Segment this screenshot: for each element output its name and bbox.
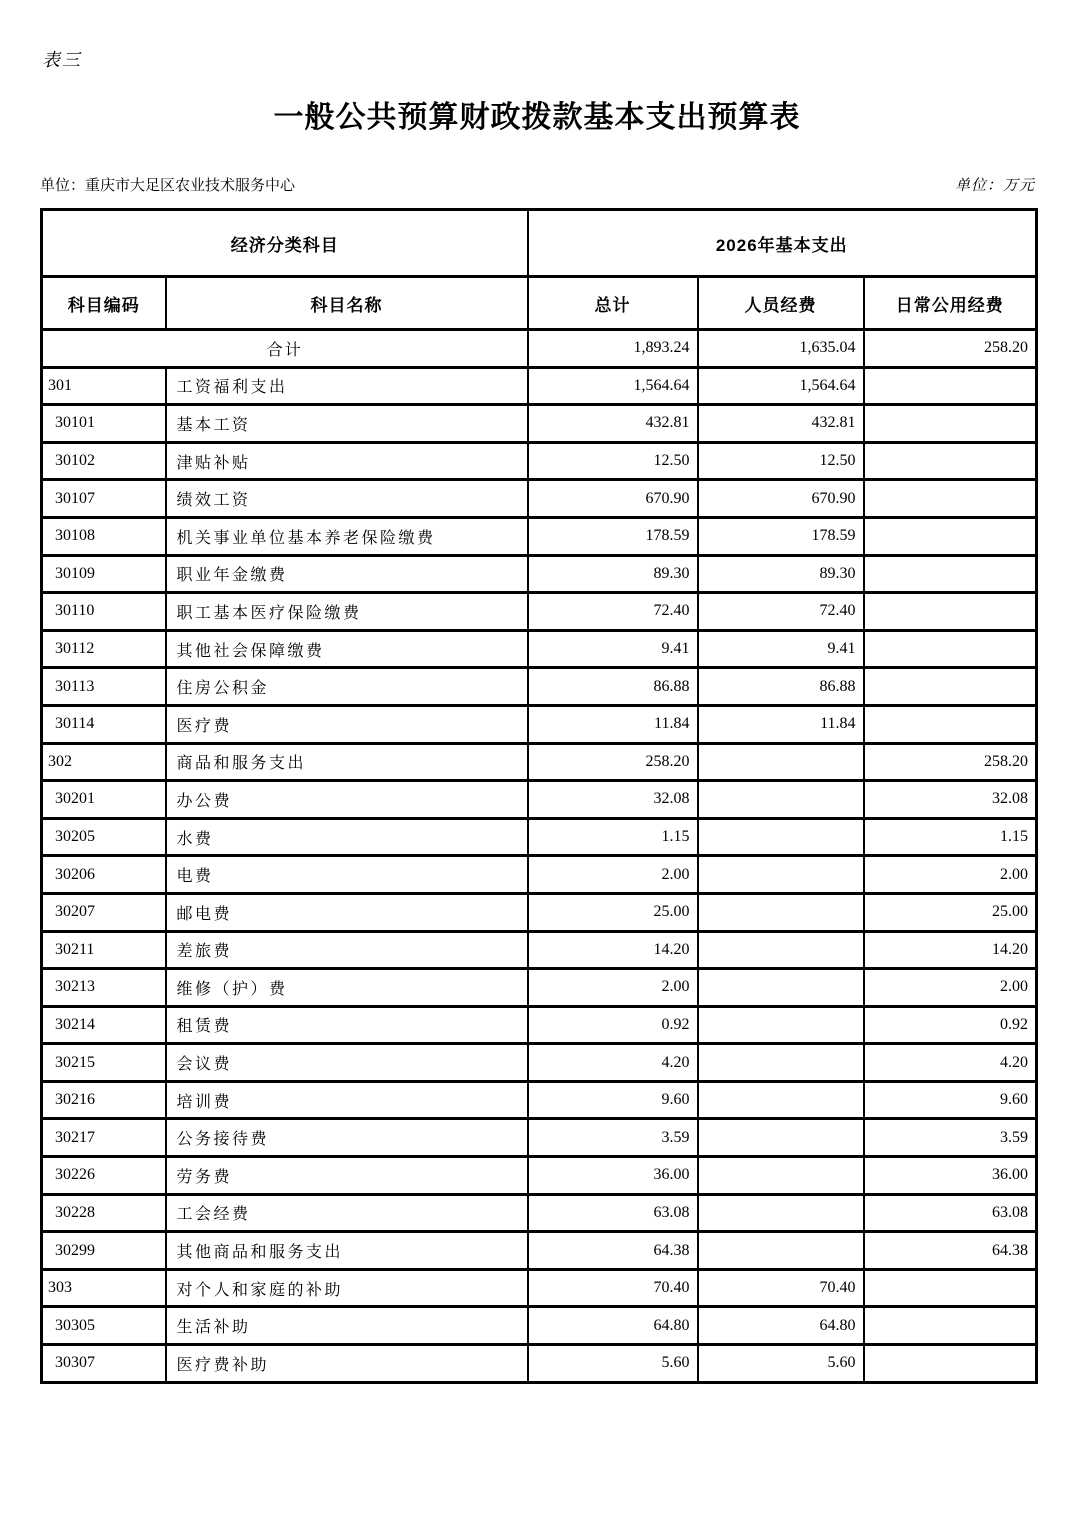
table-row: [42, 931, 1037, 969]
table-row: [42, 781, 1037, 819]
personnel-cell: 89.30: [698, 555, 864, 593]
table-row: [42, 893, 1037, 931]
subject-name-cell: 维修（护）费: [166, 969, 528, 1007]
total-cell: 432.81: [528, 405, 698, 443]
personnel-cell: 72.40: [698, 593, 864, 631]
daily-cell: 3.59: [864, 1119, 1037, 1157]
personnel-cell: [698, 818, 864, 856]
table-row: [42, 856, 1037, 894]
personnel-cell: [698, 969, 864, 1007]
total-cell: 2.00: [528, 969, 698, 1007]
daily-cell: [864, 705, 1037, 743]
daily-cell: [864, 405, 1037, 443]
subject-code-cell: 30110: [42, 593, 166, 631]
personnel-cell: [698, 743, 864, 781]
subject-name-cell: 其他社会保障缴费: [166, 630, 528, 668]
daily-cell: [864, 442, 1037, 480]
personnel-cell: [698, 1081, 864, 1119]
daily-cell: 1.15: [864, 818, 1037, 856]
daily-cell: [864, 1345, 1037, 1383]
total-cell: 178.59: [528, 517, 698, 555]
personnel-cell: [698, 1157, 864, 1195]
daily-cell: 0.92: [864, 1006, 1037, 1044]
total-cell: 3.59: [528, 1119, 698, 1157]
subject-code-cell: 30206: [42, 856, 166, 894]
daily-cell: [864, 668, 1037, 706]
subject-name-cell: 水费: [166, 818, 528, 856]
subject-code-cell: 30205: [42, 818, 166, 856]
table-row: [42, 367, 1037, 405]
table-row: [42, 969, 1037, 1007]
daily-cell: [864, 1307, 1037, 1345]
subject-code-cell: 30216: [42, 1081, 166, 1119]
total-cell: 86.88: [528, 668, 698, 706]
col-header-subject-name: 科目名称: [166, 277, 528, 330]
personnel-cell: [698, 893, 864, 931]
table-row: [42, 818, 1037, 856]
subject-name-cell: 机关事业单位基本养老保险缴费: [166, 517, 528, 555]
personnel-cell: [698, 1194, 864, 1232]
subject-name-cell: 职工基本医疗保险缴费: [166, 593, 528, 631]
total-cell: 9.60: [528, 1081, 698, 1119]
daily-cell: [864, 593, 1037, 631]
subject-name-cell: 津贴补贴: [166, 442, 528, 480]
table-row: [42, 1119, 1037, 1157]
header-columns-row: [42, 277, 1037, 330]
subject-code-cell: 30201: [42, 781, 166, 819]
daily-cell: 25.00: [864, 893, 1037, 931]
total-cell: 64.80: [528, 1307, 698, 1345]
daily-cell: [864, 1269, 1037, 1307]
header-basic-expenditure-2026: 2026年基本支出: [528, 210, 1037, 277]
subject-code-cell: 30102: [42, 442, 166, 480]
daily-cell: 32.08: [864, 781, 1037, 819]
subject-name-cell: 租赁费: [166, 1006, 528, 1044]
col-header-daily-public-funds: 日常公用经费: [864, 277, 1037, 330]
personnel-cell: [698, 1044, 864, 1082]
table-row: [42, 743, 1037, 781]
daily-cell: 14.20: [864, 931, 1037, 969]
total-cell: 72.40: [528, 593, 698, 631]
table-row: [42, 1194, 1037, 1232]
personnel-cell: 178.59: [698, 517, 864, 555]
total-cell: 670.90: [528, 480, 698, 518]
daily-cell: 4.20: [864, 1044, 1037, 1082]
total-cell: 89.30: [528, 555, 698, 593]
subject-name-cell: 对个人和家庭的补助: [166, 1269, 528, 1307]
subject-code-cell: 30307: [42, 1345, 166, 1383]
personnel-cell: [698, 1232, 864, 1270]
daily-cell: [864, 517, 1037, 555]
grand-total-row: [42, 330, 1037, 368]
subject-code-cell: 30305: [42, 1307, 166, 1345]
daily-cell: 9.60: [864, 1081, 1037, 1119]
subject-name-cell: 工会经费: [166, 1194, 528, 1232]
table-row: [42, 1269, 1037, 1307]
subject-name-cell: 邮电费: [166, 893, 528, 931]
daily-cell: [864, 367, 1037, 405]
subject-code-cell: 30207: [42, 893, 166, 931]
subject-code-cell: 30215: [42, 1044, 166, 1082]
subject-code-cell: 30114: [42, 705, 166, 743]
col-header-total: 总计: [528, 277, 698, 330]
total-cell: 32.08: [528, 781, 698, 819]
total-cell: 63.08: [528, 1194, 698, 1232]
subject-name-cell: 医疗费补助: [166, 1345, 528, 1383]
daily-cell: [864, 630, 1037, 668]
personnel-cell: 70.40: [698, 1269, 864, 1307]
total-cell: 9.41: [528, 630, 698, 668]
total-cell: 1,564.64: [528, 367, 698, 405]
personnel-cell: 12.50: [698, 442, 864, 480]
total-cell: 64.38: [528, 1232, 698, 1270]
personnel-cell: [698, 781, 864, 819]
subject-code-cell: 30211: [42, 931, 166, 969]
subject-code-cell: 30299: [42, 1232, 166, 1270]
daily-cell: 2.00: [864, 856, 1037, 894]
personnel-cell: 1,564.64: [698, 367, 864, 405]
total-cell: 258.20: [528, 743, 698, 781]
currency-unit: 单位：万元: [954, 178, 1035, 194]
subject-name-cell: 住房公积金: [166, 668, 528, 706]
table-row: [42, 668, 1037, 706]
table-row: [42, 517, 1037, 555]
col-header-subject-code: 科目编码: [42, 277, 166, 330]
table-row: [42, 705, 1037, 743]
personnel-cell: 670.90: [698, 480, 864, 518]
total-cell: 5.60: [528, 1345, 698, 1383]
daily-cell: 64.38: [864, 1232, 1037, 1270]
subject-name-cell: 基本工资: [166, 405, 528, 443]
subject-code-cell: 302: [42, 743, 166, 781]
personnel-cell: [698, 1119, 864, 1157]
subject-name-cell: 其他商品和服务支出: [166, 1232, 528, 1270]
subject-name-cell: 会议费: [166, 1044, 528, 1082]
subject-name-cell: 劳务费: [166, 1157, 528, 1195]
total-cell: 4.20: [528, 1044, 698, 1082]
total-cell: 36.00: [528, 1157, 698, 1195]
total-cell: 14.20: [528, 931, 698, 969]
daily-cell: 36.00: [864, 1157, 1037, 1195]
total-cell: 2.00: [528, 856, 698, 894]
personnel-cell: [698, 856, 864, 894]
grand-total-personnel: 1,635.04: [698, 330, 864, 368]
personnel-cell: [698, 1006, 864, 1044]
total-cell: 25.00: [528, 893, 698, 931]
subject-code-cell: 30226: [42, 1157, 166, 1195]
subject-code-cell: 30112: [42, 630, 166, 668]
subject-name-cell: 工资福利支出: [166, 367, 528, 405]
personnel-cell: 432.81: [698, 405, 864, 443]
subject-name-cell: 生活补助: [166, 1307, 528, 1345]
personnel-cell: 9.41: [698, 630, 864, 668]
subject-code-cell: 30107: [42, 480, 166, 518]
daily-cell: 258.20: [864, 743, 1037, 781]
subject-code-cell: 301: [42, 367, 166, 405]
total-cell: 1.15: [528, 818, 698, 856]
grand-total-daily: 258.20: [864, 330, 1037, 368]
subject-name-cell: 医疗费: [166, 705, 528, 743]
table-row: [42, 593, 1037, 631]
subject-name-cell: 绩效工资: [166, 480, 528, 518]
total-cell: 0.92: [528, 1006, 698, 1044]
unit-row: [40, 174, 1035, 195]
personnel-cell: 86.88: [698, 668, 864, 706]
personnel-cell: 64.80: [698, 1307, 864, 1345]
subject-name-cell: 职业年金缴费: [166, 555, 528, 593]
table-row: [42, 555, 1037, 593]
budget-table: [40, 208, 1038, 1384]
table-body: [42, 330, 1037, 1383]
subject-code-cell: 30214: [42, 1006, 166, 1044]
table-row: [42, 1345, 1037, 1383]
total-cell: 12.50: [528, 442, 698, 480]
page-title: 一般公共预算财政拨款基本支出预算表: [273, 101, 801, 134]
subject-code-cell: 30217: [42, 1119, 166, 1157]
subject-code-cell: 30228: [42, 1194, 166, 1232]
daily-cell: [864, 555, 1037, 593]
table-header: [42, 210, 1037, 330]
subject-code-cell: 30109: [42, 555, 166, 593]
daily-cell: [864, 480, 1037, 518]
reporting-unit: 单位：重庆市大足区农业技术服务中心: [40, 178, 296, 194]
table-row: [42, 1307, 1037, 1345]
subject-code-cell: 30101: [42, 405, 166, 443]
personnel-cell: 11.84: [698, 705, 864, 743]
subject-code-cell: 30108: [42, 517, 166, 555]
personnel-cell: 5.60: [698, 1345, 864, 1383]
table-row: [42, 630, 1037, 668]
table-row: [42, 405, 1037, 443]
sheet-label: 表三: [42, 50, 82, 70]
subject-name-cell: 培训费: [166, 1081, 528, 1119]
subject-name-cell: 电费: [166, 856, 528, 894]
subject-code-cell: 30113: [42, 668, 166, 706]
total-cell: 70.40: [528, 1269, 698, 1307]
subject-name-cell: 商品和服务支出: [166, 743, 528, 781]
table-row: [42, 1157, 1037, 1195]
daily-cell: 63.08: [864, 1194, 1037, 1232]
header-group-row: [42, 210, 1037, 277]
table-row: [42, 1232, 1037, 1270]
subject-name-cell: 公务接待费: [166, 1119, 528, 1157]
total-cell: 11.84: [528, 705, 698, 743]
personnel-cell: [698, 931, 864, 969]
grand-total-total: 1,893.24: [528, 330, 698, 368]
table-row: [42, 1081, 1037, 1119]
grand-total-label: 合计: [42, 330, 528, 368]
table-row: [42, 442, 1037, 480]
subject-code-cell: 303: [42, 1269, 166, 1307]
table-row: [42, 1044, 1037, 1082]
col-header-personnel-funds: 人员经费: [698, 277, 864, 330]
subject-name-cell: 办公费: [166, 781, 528, 819]
header-economic-classification: 经济分类科目: [42, 210, 528, 277]
table-row: [42, 1006, 1037, 1044]
daily-cell: 2.00: [864, 969, 1037, 1007]
table-row: [42, 480, 1037, 518]
subject-code-cell: 30213: [42, 969, 166, 1007]
subject-name-cell: 差旅费: [166, 931, 528, 969]
